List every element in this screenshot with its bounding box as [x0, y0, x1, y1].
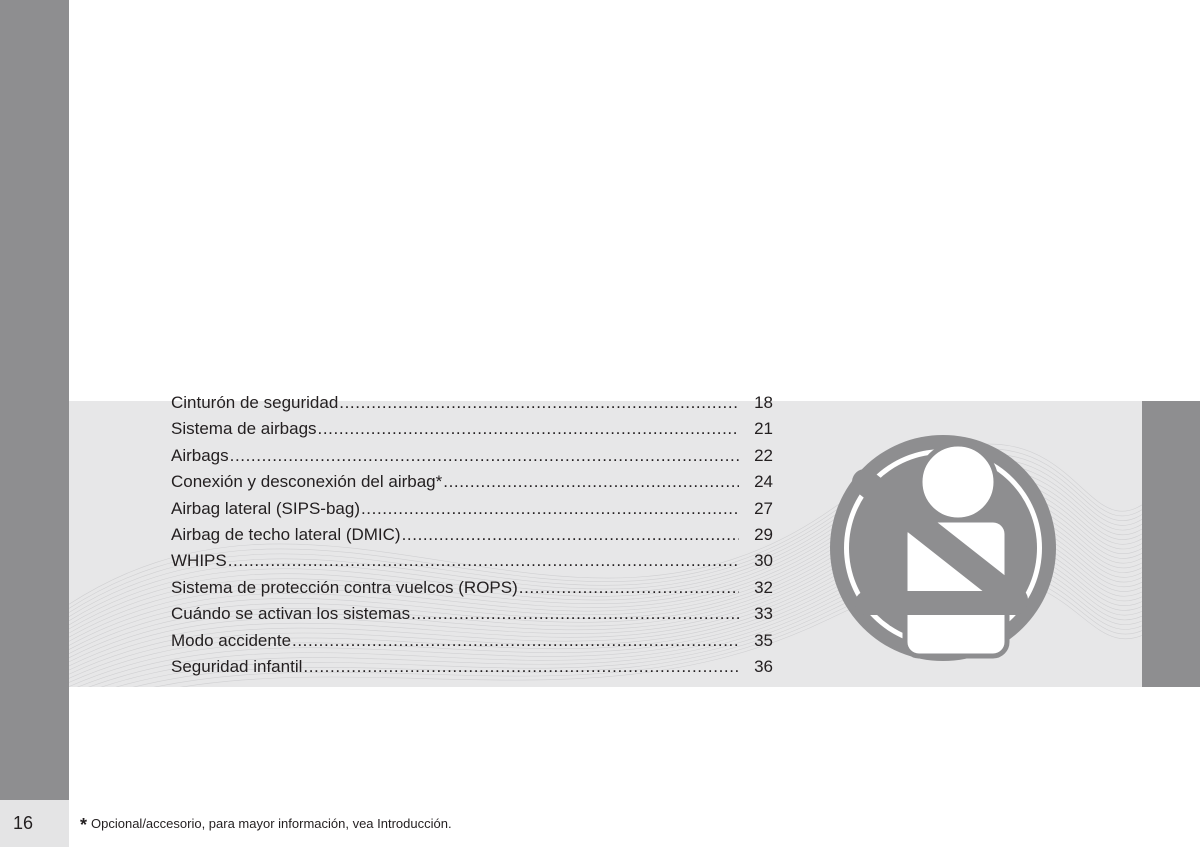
toc-entry	[171, 443, 773, 469]
toc-entry	[171, 575, 773, 601]
page-number: 16	[12, 813, 34, 833]
toc-entry-page: 32	[754, 577, 773, 597]
toc-entry	[171, 601, 773, 627]
table-of-contents	[171, 390, 773, 680]
chapter-tab	[1142, 401, 1200, 687]
toc-entry-title: Modo accidente	[171, 630, 292, 650]
left-margin-strip	[0, 0, 69, 847]
toc-leader-dots	[230, 443, 739, 469]
toc-entry-page: 18	[754, 393, 773, 412]
toc-entry-title: Cuándo se activan los sistemas	[171, 604, 411, 624]
toc-entry-title: Sistema de protección contra vuelcos (ROPS)	[171, 577, 518, 597]
toc-entry	[171, 496, 773, 522]
toc-entry-title: Conexión y desconexión del airbag*	[171, 472, 443, 492]
toc-entry	[171, 548, 773, 574]
toc-entry-page: 33	[754, 604, 773, 624]
toc-entry-title: Airbag lateral (SIPS-bag)	[171, 498, 360, 518]
toc-entry-page: 21	[754, 419, 773, 439]
toc-entry	[171, 654, 773, 680]
toc-entry-page: 24	[754, 472, 773, 492]
toc-leader-dots	[339, 390, 739, 416]
toc-leader-dots	[318, 416, 739, 442]
toc-leader-dots	[303, 654, 739, 680]
toc-entry	[171, 390, 773, 416]
toc-leader-dots	[411, 601, 739, 627]
toc-entry-page: 29	[754, 524, 773, 544]
toc-leader-dots	[519, 575, 739, 601]
footnote-marker: *	[80, 815, 88, 835]
seatbelt-icon	[827, 432, 1059, 664]
toc-entry-title: Airbag de techo lateral (DMIC)	[171, 524, 401, 544]
toc-leader-dots	[361, 496, 739, 522]
toc-leader-dots	[443, 469, 739, 495]
toc-entry-title: WHIPS	[171, 551, 227, 571]
toc-entry-page: 22	[754, 445, 773, 465]
toc-entry-page: 30	[754, 551, 773, 571]
toc-entry	[171, 522, 773, 548]
toc-entry-title: Seguridad infantil	[171, 656, 303, 676]
toc-entry-page: 35	[754, 630, 773, 650]
toc-entry-page: 36	[754, 656, 773, 676]
toc-leader-dots	[402, 522, 739, 548]
toc-leader-dots	[228, 548, 739, 574]
toc-entry-page: 27	[754, 498, 773, 518]
toc-entry	[171, 628, 773, 654]
toc-entry	[171, 416, 773, 442]
toc-entry-title: Airbags	[171, 445, 229, 465]
toc-leader-dots	[292, 628, 739, 654]
footnote-text: Opcional/accesorio, para mayor información, vea Introducción.	[91, 816, 452, 831]
toc-entry-title: Cinturón de seguridad	[171, 393, 339, 412]
toc-entry-title: Sistema de airbags	[171, 419, 317, 439]
footnote	[80, 815, 452, 836]
toc-entry	[171, 469, 773, 495]
